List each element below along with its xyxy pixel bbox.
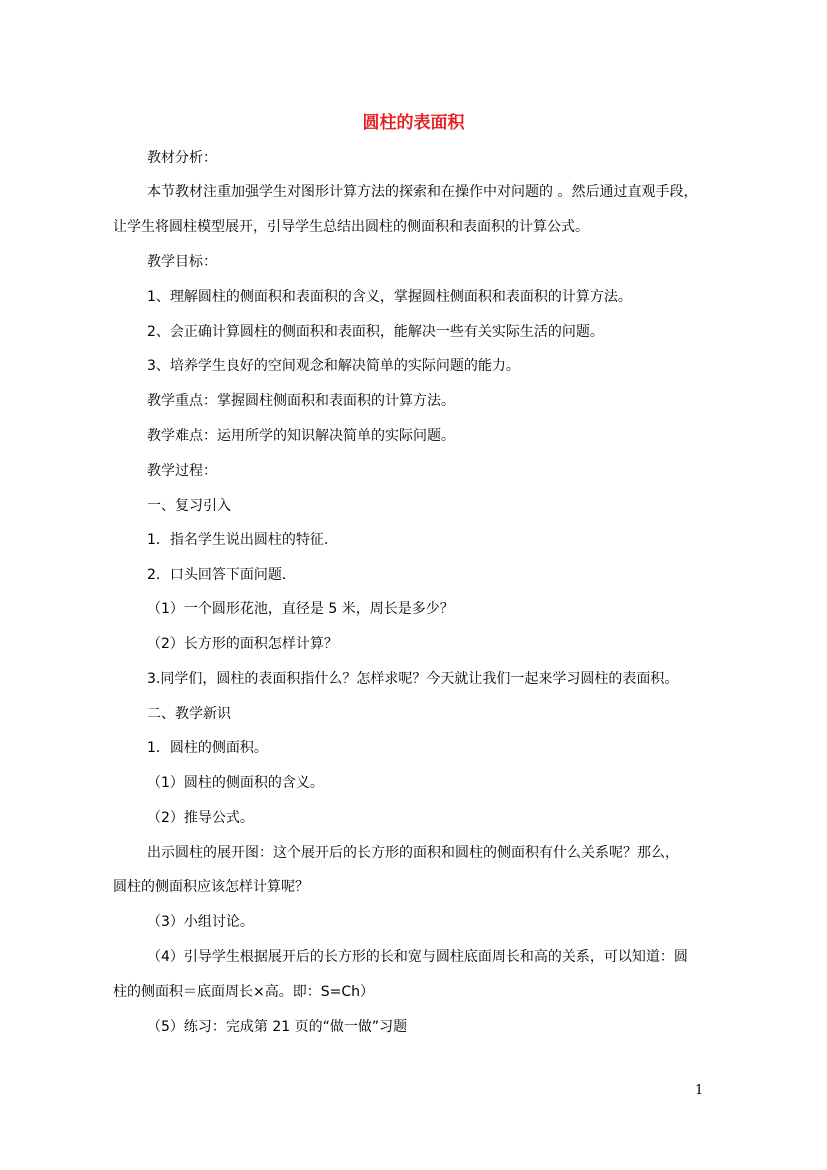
text-line: 1．圆柱的侧面积。 — [147, 740, 268, 756]
text-line: 1．指名学生说出圆柱的特征． — [147, 532, 338, 548]
text-line: 教学重点：掌握圆柱侧面积和表面积的计算方法。 — [147, 393, 455, 409]
text-line: 2、会正确计算圆柱的侧面积和表面积，能解决一些有关实际生活的问题。 — [147, 324, 604, 340]
page-number: 1 — [695, 1083, 704, 1098]
text-line: 3.同学们，圆柱的表面积指什么？怎样求呢？今天就让我们一起来学习圆柱的表面积。 — [147, 671, 679, 687]
text-line: （1）一个圆形花池，直径是 5 米，周长是多少？ — [147, 601, 454, 617]
text-line: 教学难点：运用所学的知识解决简单的实际问题。 — [147, 428, 455, 444]
text-line: 柱的侧面积＝底面周长×高。即：S=Ch） — [113, 984, 374, 1000]
text-line: 教学过程： — [147, 463, 217, 479]
text-line: 出示圆柱的展开图：这个展开后的长方形的面积和圆柱的侧面积有什么关系呢？那么， — [147, 845, 679, 861]
text-line: 让学生将圆柱模型展开，引导学生总结出圆柱的侧面积和表面积的计算公式。 — [113, 219, 589, 235]
text-line: （1）圆柱的侧面积的含义。 — [147, 775, 324, 791]
text-line: 1、理解圆柱的侧面积和表面积的含义，掌握圆柱侧面积和表面积的计算方法。 — [147, 289, 632, 305]
text-line: 二、教学新识 — [147, 706, 231, 722]
text-line: （2）推导公式。 — [147, 810, 254, 826]
text-line: （3）小组讨论。 — [147, 914, 254, 930]
text-line: 圆柱的侧面积应该怎样计算呢？ — [113, 879, 309, 895]
text-line: 一、复习引入 — [147, 498, 231, 514]
text-line: （5）练习：完成第 21 页的“做一做”习题 — [147, 1019, 408, 1035]
text-line: 教材分析： — [147, 150, 217, 166]
text-line: （2）长方形的面积怎样计算？ — [147, 636, 338, 652]
text-line: 教学目标： — [147, 254, 217, 270]
text-line: （4）引导学生根据展开后的长方形的长和宽与圆柱底面周长和高的关系，可以知道：圆 — [147, 949, 688, 965]
document-title: 圆柱的表面积 — [362, 113, 465, 133]
text-line: 3、培养学生良好的空间观念和解决简单的实际问题的能力。 — [147, 358, 520, 374]
text-line: 2．口头回答下面问题． — [147, 567, 296, 583]
text-line: 本节教材注重加强学生对图形计算方法的探索和在操作中对问题的 。然后通过直观手段， — [147, 184, 698, 200]
